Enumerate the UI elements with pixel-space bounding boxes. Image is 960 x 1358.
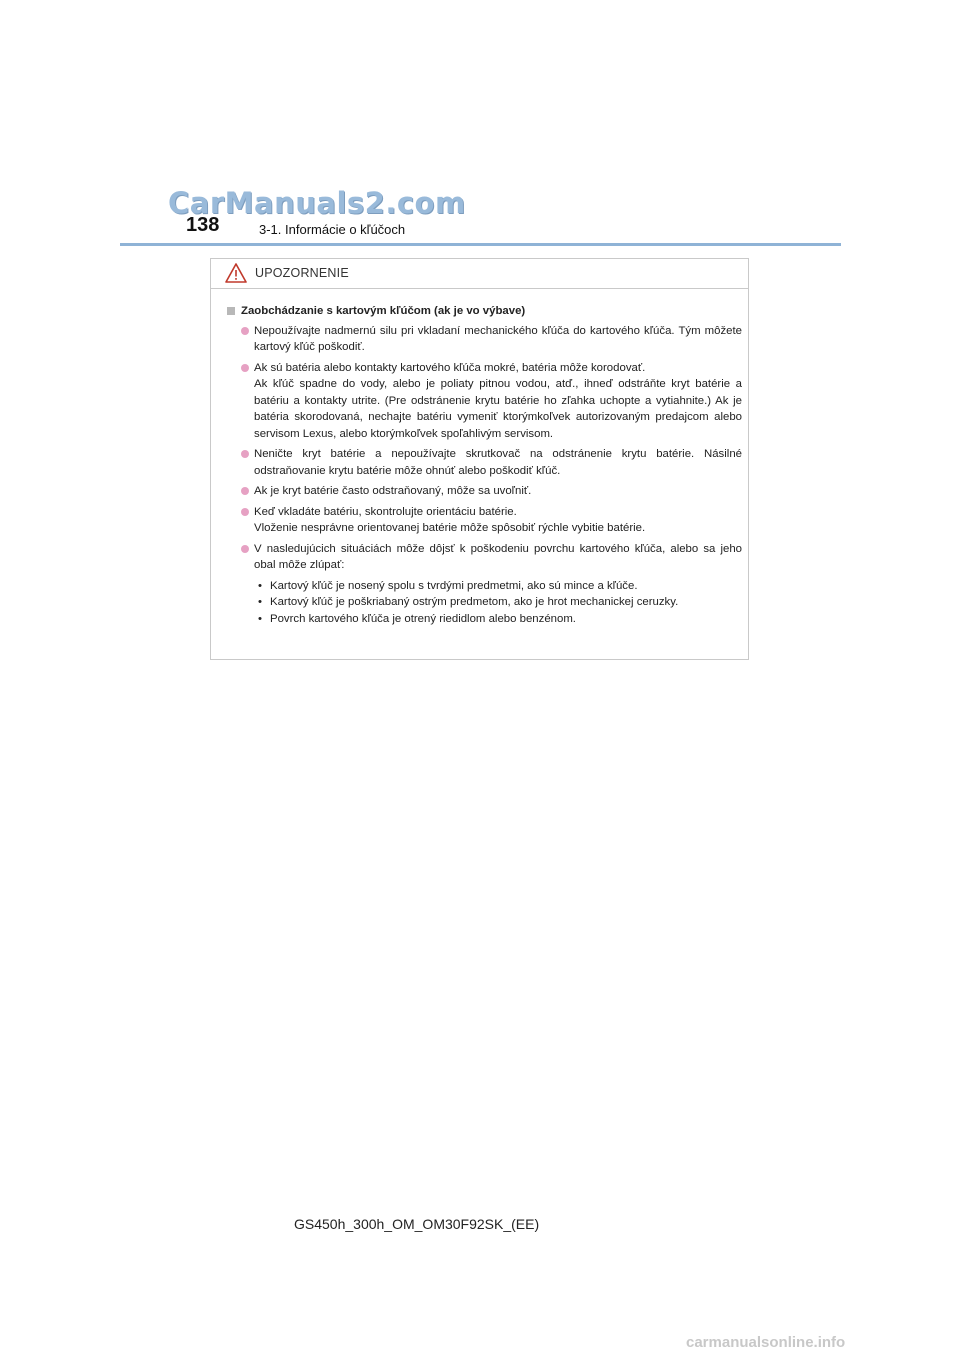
watermark-bottom: carmanualsonline.info [686, 1334, 846, 1351]
list-item-text: Nepoužívajte nadmernú silu pri vkladaní mechanického kľúča do kartového kľúča. Tým môžete kartový kľúč poškodiť. [254, 324, 742, 353]
bullet-dot-icon [241, 508, 249, 516]
list-item-text: Neničte kryt batérie a nepoužívajte skrutkovač na odstránenie krytu batérie. Násilné odstraňovanie krytu batérie môže ohnúť alebo poškodiť kľúč. [254, 448, 742, 477]
watermark-logo: CarManuals2.com [168, 186, 466, 220]
bullet-dot-icon [241, 487, 249, 495]
list-item [241, 446, 742, 479]
warning-triangle-icon [225, 263, 247, 283]
warning-label: UPOZORNENIE [255, 266, 349, 280]
list-item-text: Vloženie nesprávne orientovanej batérie môže spôsobiť rýchle vybitie batérie. [254, 522, 646, 534]
warning-content [211, 289, 748, 627]
header-rule [120, 243, 841, 246]
bullet-dot-icon [241, 364, 249, 372]
list-item-text: Ak je kryt batérie často odstraňovaný, môže sa uvoľniť. [254, 485, 532, 497]
list-item [241, 504, 742, 537]
warning-heading-text: Zaobchádzanie s kartovým kľúčom (ak je vo výbave) [241, 305, 526, 317]
section-title: 3-1. Informácie o kľúčoch [259, 222, 406, 237]
warning-box [210, 258, 749, 660]
sub-list-item-text: Kartový kľúč je poškriabaný ostrým predmetom, ako je hrot mechanickej ceruzky. [270, 596, 679, 608]
sub-list-item-text: Kartový kľúč je nosený spolu s tvrdými predmetmi, ako sú mince a kľúče. [270, 579, 638, 592]
list-item [241, 360, 742, 443]
bullet-dot-icon [241, 450, 249, 458]
list-item-text: Ak sú batéria alebo kontakty kartového kľúča mokré, batéria môže korodovať. [254, 361, 646, 374]
list-item [241, 323, 742, 356]
list-item-text: V nasledujúcich situáciách môže dôjsť k poškodeniu povrchu kartového kľúča, alebo sa jeho obal môže zlúpať: [254, 542, 742, 571]
bullet-dot-icon [241, 545, 249, 553]
warning-heading [227, 303, 742, 320]
sub-list [254, 578, 742, 628]
page-number: 138 [186, 214, 220, 236]
list-item [241, 483, 742, 500]
sub-list-item: • Kartový kľúč je nosený spolu s tvrdými predmetmi, ako sú mince a kľúče. [258, 578, 742, 595]
bullet-dot-icon [241, 327, 249, 335]
list-item-text: Ak kľúč spadne do vody, alebo je poliaty pitnou vodou, atď., ihneď odstráňte kryt batérie a batériu a kontakty utrite. (Pre odstránenie krytu batérie ho zľahka uchopte a vytiahnite.) Ak je batéria skorodovaná, nechajte batériu vymeniť ktorýmkoľvek autorizovaným predajcom alebo servisom Lexus, alebo ktorýmkoľvek spoľahlivým servisom. [254, 378, 742, 440]
sub-list-item: • Povrch kartového kľúča je otrený riedidlom alebo benzénom. [258, 611, 742, 628]
list-item [241, 541, 742, 628]
sub-list-item: • Kartový kľúč je poškriabaný ostrým predmetom, ako je hrot mechanickej ceruzky. [258, 594, 742, 611]
warning-header [211, 259, 748, 289]
square-marker-icon [227, 307, 235, 315]
footer-document-code: GS450h_300h_OM_OM30F92SK_(EE) [294, 1216, 540, 1232]
sub-list-item-text: Povrch kartového kľúča je otrený riedidlom alebo benzénom. [270, 612, 576, 625]
list-item-text: Keď vkladáte batériu, skontrolujte orientáciu batérie. [254, 505, 517, 518]
